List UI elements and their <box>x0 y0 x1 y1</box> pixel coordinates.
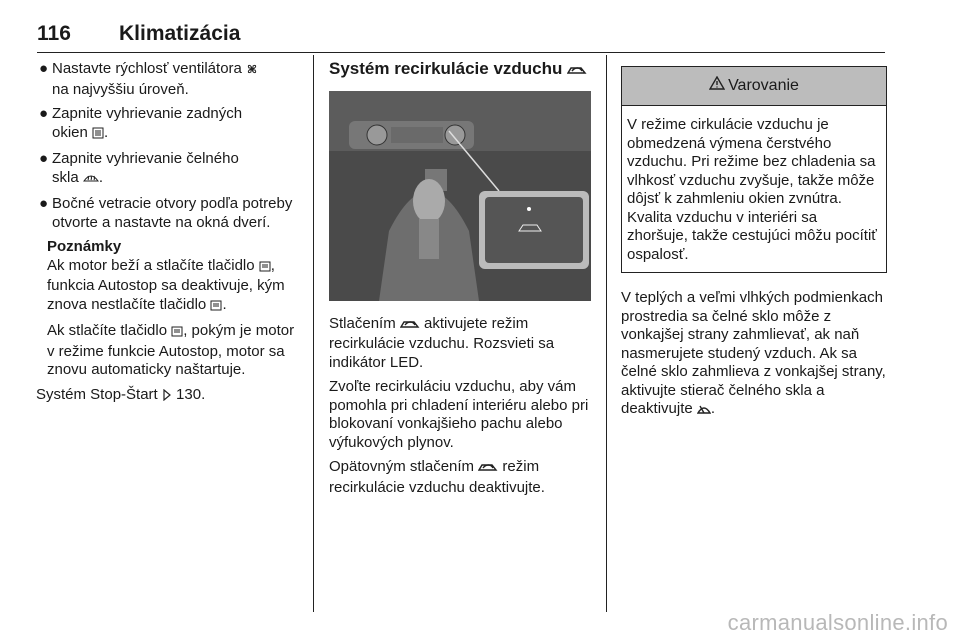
list-item: ● Nastavte rýchlosť ventilátora na najvyššiu úroveň. <box>37 60 305 99</box>
page-title: Klimatizácia <box>119 22 241 45</box>
note-paragraph: Ak motor beží a stlačíte tlačidlo , funkcia Autostop sa deaktivuje, kým znova nestlačíte tlačidlo . <box>47 257 305 317</box>
watermark: carmanualsonline.info <box>727 610 948 635</box>
bullet-icon: ● <box>39 105 49 122</box>
air-recirculation-icon <box>567 62 587 81</box>
note-block <box>37 238 305 380</box>
warning-title: Varovanie <box>728 76 799 94</box>
note-title: Poznámky <box>47 238 122 255</box>
warning-box <box>621 66 887 273</box>
bullet-icon: ● <box>39 150 49 167</box>
windscreen-wiper-icon <box>697 402 711 421</box>
ac-button-icon <box>259 259 271 278</box>
bullet-icon: ● <box>39 60 49 77</box>
paragraph: Zvoľte recirkuláciu vzduchu, aby vám pomohla pri chladení interiéru alebo pri blokovaní vonkajšieho pachu alebo výfukových plynov. <box>329 378 589 451</box>
air-recirculation-icon <box>478 460 498 479</box>
page-header <box>37 22 885 53</box>
paragraph: V teplých a veľmi vlhkých podmienkach prostredia sa čelné sklo môže z vonkajšej strany zahmlievať, ak naň nasmerujete studený vzduch. Ak sa čelné sklo zahmlieva z vonkajšej strany, aktivujte stierač čelného skla a deaktivujte . <box>621 289 887 421</box>
list-item: ● Zapnite vyhrievanie čelného skla . <box>37 150 305 189</box>
ac-button-icon <box>210 298 222 317</box>
cross-reference: Systém Stop-Štart 130. <box>36 386 305 407</box>
warning-header <box>622 67 886 106</box>
paragraph: Stlačením aktivujete režim recirkulácie vzduchu. Rozsvieti sa indikátor LED. <box>329 314 555 371</box>
rear-defrost-icon <box>92 126 104 145</box>
paragraph: Opätovným stlačením režim recirkulácie vzduchu deaktivujte. <box>329 458 545 496</box>
warning-triangle-icon <box>709 76 725 96</box>
windscreen-defrost-icon <box>83 171 99 190</box>
column-divider-1 <box>313 55 314 612</box>
column-divider-2 <box>606 55 607 612</box>
note-paragraph: Ak stlačíte tlačidlo , pokým je motor v režime funkcie Autostop, motor sa znovu automaticky naštartuje. <box>47 322 295 378</box>
ac-button-icon <box>171 324 183 343</box>
bullet-icon: ● <box>39 195 49 212</box>
column-right <box>621 66 887 427</box>
column-middle <box>329 60 591 503</box>
warning-text: V režime cirkulácie vzduchu je obmedzená výmena čerstvého vzduchu. Pri režime bez chladenia sa vlhkosť vzduchu zvyšuje, takže môže dôjsť k zahmleniu okien zvnútra. Kvalita vzduchu v interiéri sa zhoršuje, takže cestujúci môžu pocítiť ospalosť. <box>627 116 877 263</box>
column-left <box>37 60 305 406</box>
list-item: ● Bočné vetracie otvory podľa potreby otvorte a nastavte na okná dverí. <box>39 195 293 231</box>
fan-icon <box>246 62 258 81</box>
list-item: ● Zapnite vyhrievanie zadných okien . <box>37 105 305 144</box>
page-ref-arrow-icon <box>162 388 172 407</box>
page-number: 116 <box>37 22 71 45</box>
console-illustration <box>329 91 591 301</box>
air-recirculation-icon <box>400 317 420 336</box>
section-heading: Systém recirkulácie vzduchu <box>329 60 591 81</box>
